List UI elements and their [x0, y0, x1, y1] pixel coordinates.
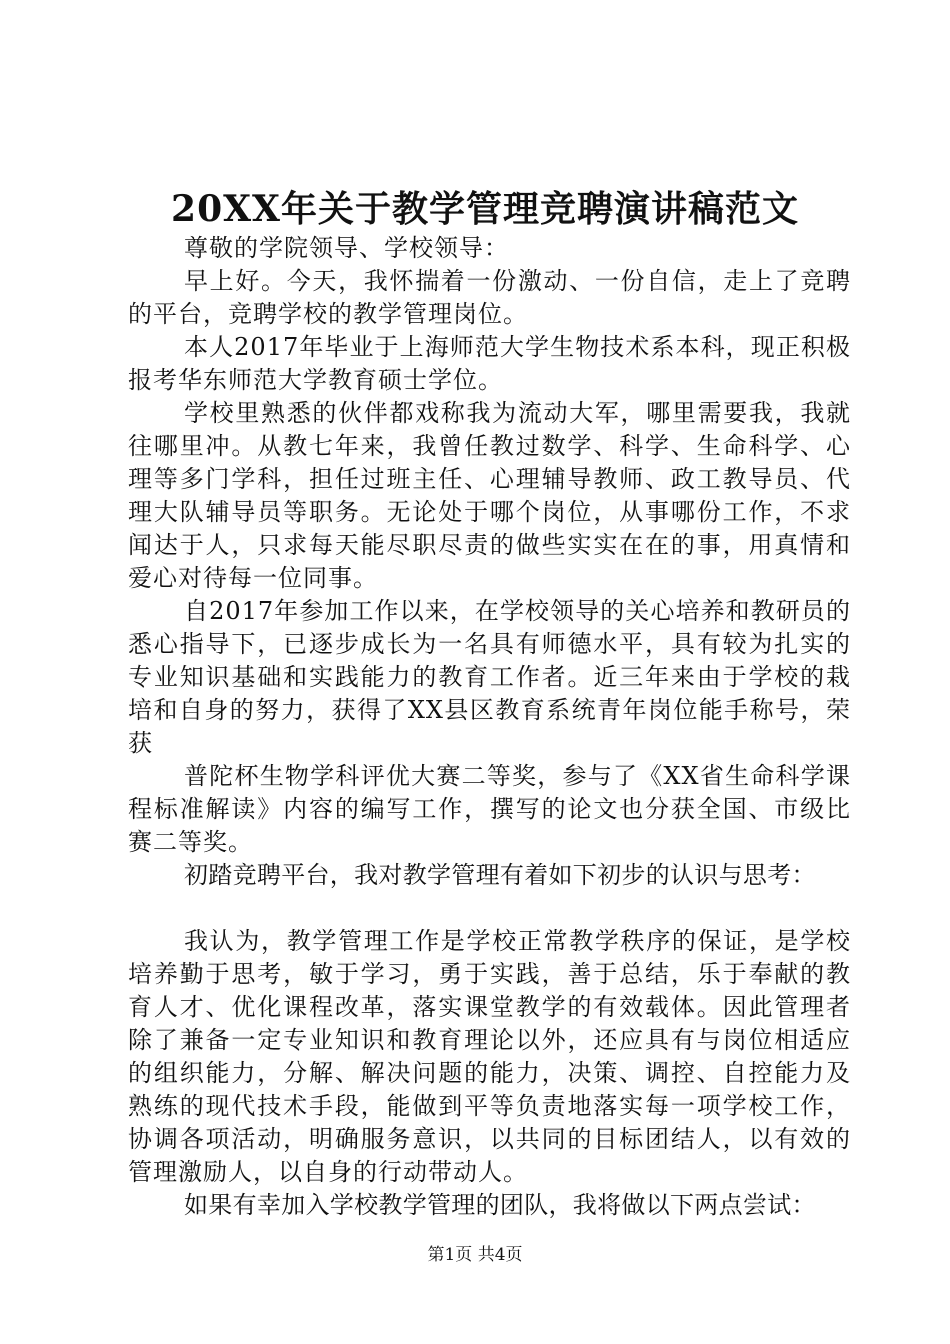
paragraph-management-view: 我认为，教学管理工作是学校正常教学秩序的保证，是学校培养勤于思考，敏于学习，勇于实践，善于总结，乐于奉献的教育人才、优化课程改革，落实课堂教学的有效载体。因此管理者除了兼备一定专业知识和教育理论以外，还应具有与岗位相适应的组织能力，分解、解决问题的能力，决策、调控、自控能力及熟练的现代技术手段，能做到平等负责地落实每一项学校工作，协调各项活动，明确服务意识，以共同的目标团结人，以有效的管理激励人，以自身的行动带动人。 — [128, 927, 851, 1186]
paragraph-experience: 学校里熟悉的伙伴都戏称我为流动大军，哪里需要我，我就往哪里冲。从教七年来，我曾任教过数学、科学、生命科学、心理等多门学科，担任过班主任、心理辅导教师、政工教导员、代理大队辅导员等职务。无论处于哪个岗位，从事哪份工作，不求闻达于人，只求每天能尽职尽责的做些实实在在的事，用真情和爱心对待每一位同事。 — [128, 399, 851, 592]
paragraph-plan-intro: 如果有幸加入学校教学管理的团队，我将做以下两点尝试： — [184, 1191, 816, 1219]
paragraph-reflection-intro: 初踏竞聘平台，我对教学管理有着如下初步的认识与思考： — [184, 861, 816, 889]
paragraph-growth: 自2017年参加工作以来，在学校领导的关心培养和教研员的悉心指导下，已逐步成长为一名具有师德水平，具有较为扎实的专业知识基础和实践能力的教育工作者。近三年来由于学校的栽培和自身的努力，获得了XX县区教育系统青年岗位能手称号，荣获 — [128, 597, 851, 757]
paragraph-gap — [128, 892, 851, 925]
paragraph-education: 本人2017年毕业于上海师范大学生物技术系本科，现正积极报考华东师范大学教育硕士学位。 — [128, 333, 851, 394]
document-title: 20XX年关于教学管理竞聘演讲稿范文 — [171, 188, 799, 230]
paragraph-salutation: 尊敬的学院领导、学校领导： — [184, 234, 509, 262]
page-footer: 第1页 共4页 — [427, 1245, 523, 1265]
paragraph-awards: 普陀杯生物学科评优大赛二等奖，参与了《XX省生命科学课程标准解读》内容的编写工作，撰写的论文也分获全国、市级比赛二等奖。 — [128, 762, 851, 856]
document-body — [128, 232, 851, 1222]
paragraph-greeting: 早上好。今天，我怀揣着一份激动、一份自信，走上了竞聘的平台，竞聘学校的教学管理岗位。 — [128, 267, 851, 328]
